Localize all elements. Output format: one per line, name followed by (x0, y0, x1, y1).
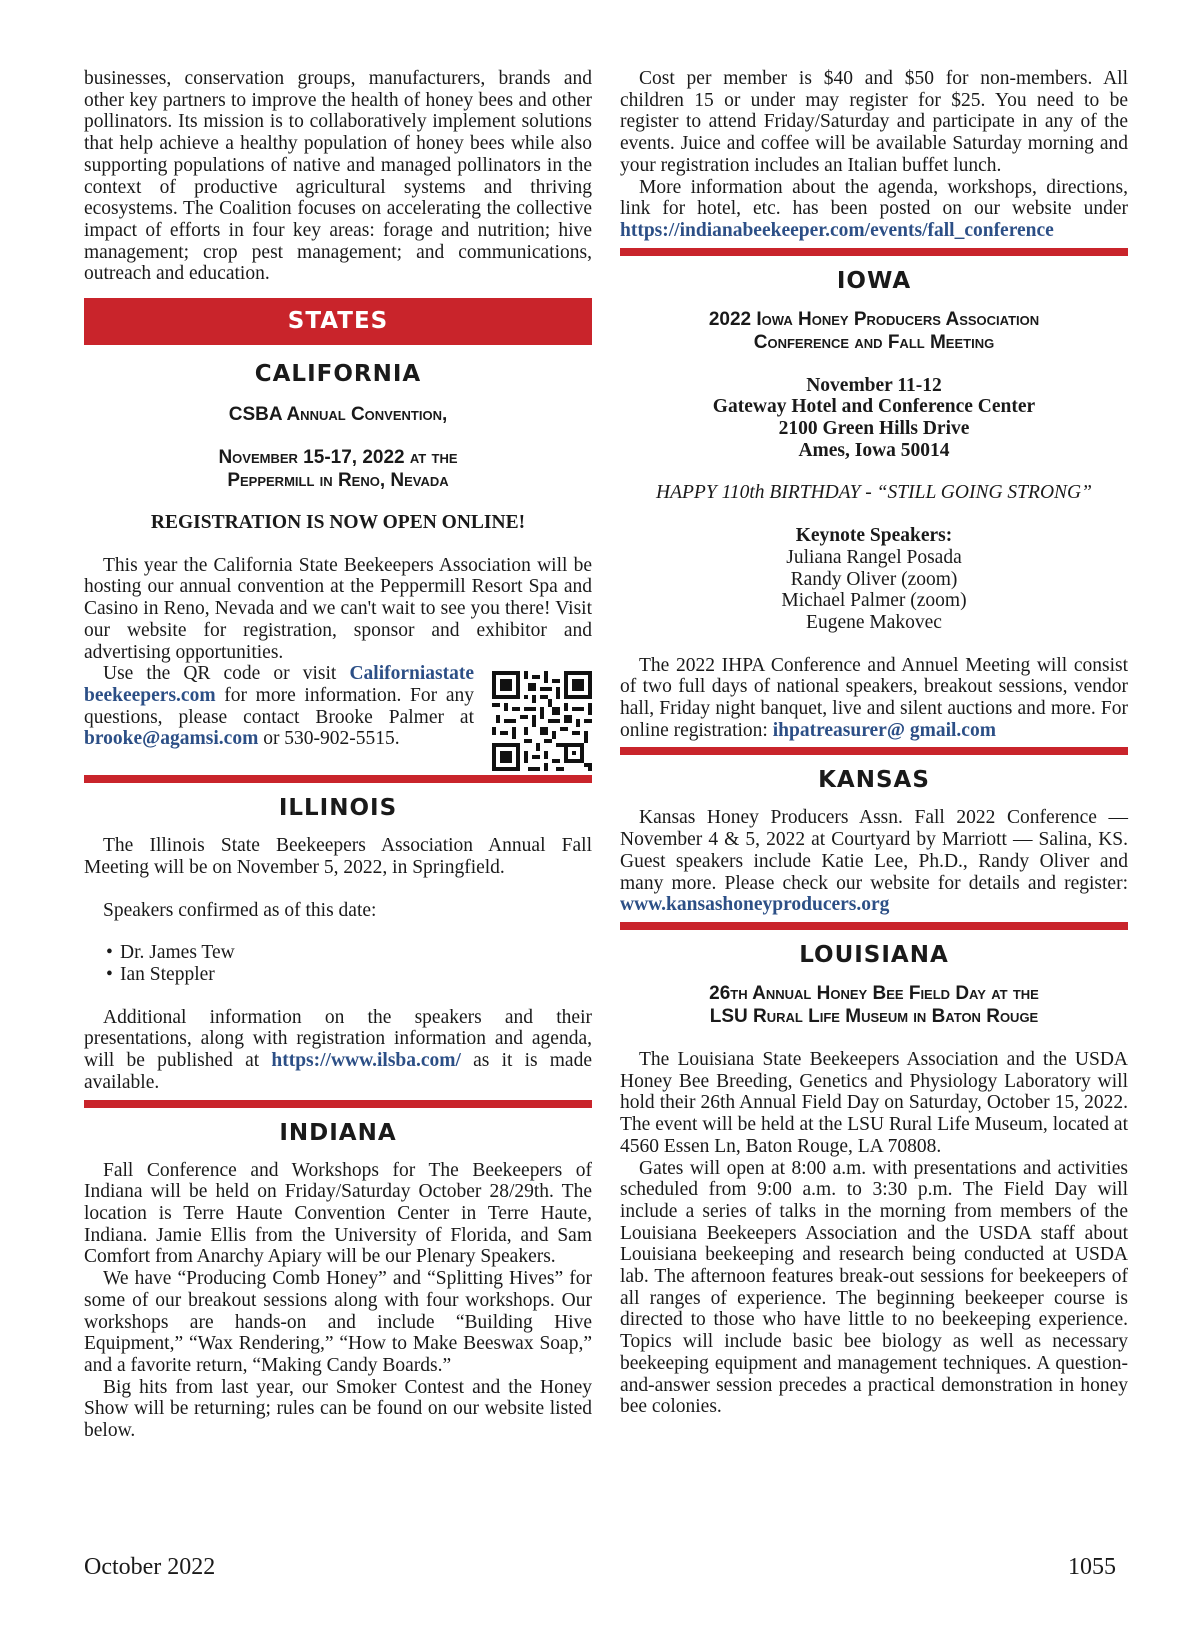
iowa-keynote-speaker: Randy Oliver (zoom) (790, 568, 958, 590)
indiana-continued-section (620, 68, 1128, 242)
iowa-keynote-title: Keynote Speakers: (795, 525, 953, 547)
illinois-website-link[interactable]: https://www.ilsba.com/ (271, 1050, 461, 1072)
indiana-cost-paragraph: Cost per member is $40 and $50 for non-members. All children 15 or under may register for $25. You need to be register to attend Friday/Saturday and participate in any of the events. Juice and coffee will be available Saturday morning and your registration includes an Italian buffet lunch. (620, 68, 1128, 176)
iowa-venue: Gateway Hotel and Conference Center (712, 396, 1036, 418)
iowa-keynote-speaker: Michael Palmer (zoom) (781, 590, 967, 612)
iowa-section (620, 266, 1128, 742)
iowa-keynote-speaker: Eugene Makovec (806, 611, 942, 633)
indiana-more-info-text: More information about the agenda, workshops, directions, link for hotel, etc. has been posted on our website under (620, 176, 1128, 220)
kansas-website-link[interactable]: www.kansashoneyproducers.org (620, 894, 890, 916)
section-divider (620, 922, 1128, 930)
iowa-event-title-line1: 2022 Iowa Honey Producers Association (708, 308, 1040, 330)
illinois-info-text-a: Additional information on the speakers and their presentations, along with registration information and agenda, will be published at (84, 1006, 592, 1072)
list-item: • Ian Steppler (124, 964, 592, 986)
states-banner: STATES (84, 298, 592, 345)
csba-event-title: CSBA Annual Convention, (228, 404, 448, 426)
csba-contact-paragraph (84, 663, 592, 750)
csba-contact-text-a: Use the QR code or visit (103, 663, 350, 685)
iowa-street: 2100 Green Hills Drive (778, 418, 970, 440)
coalition-intro-paragraph: businesses, conservation groups, manufacturers, brands and other key partners to improve the health of honey bees and other pollinators. Its mission is to collaboratively implement solutions that help achieve a healthy population of honey bees while also supporting populations of native and managed pollinators in the context of productive agricultural systems and thriving ecosystems. The Coalition focuses on accelerating the collective impact of efforts in four key areas: forage and nutrition; hive management; crop pest management; and communications, outreach and education. (84, 68, 592, 285)
iowa-tagline: HAPPY 110th BIRTHDAY - “STILL GOING STRONG” (656, 482, 1092, 504)
illinois-speakers-intro: Speakers confirmed as of this date: (103, 899, 377, 921)
csba-contact-text-b: for more information. For any questions, please contact Brooke Palmer at (84, 684, 474, 728)
indiana-paragraph-2: We have “Producing Comb Honey” and “Splitting Hives” for some of our breakout sessions along with four workshops. Our workshops are hands-on and include “Building Hive Equipment,” “Wax Rendering,” “How to Make Beeswax Soap,” and a favorite return, “Making Candy Boards.” (84, 1268, 592, 1376)
california-section (84, 359, 592, 750)
csba-email-link[interactable]: brooke@agamsi.com (84, 728, 259, 750)
louisiana-paragraph-2: Gates will open at 8:00 a.m. with presentations and activities scheduled from 9:00 a.m. to 3:30 p.m. The Field Day will include a series of talks in the morning from members of the Louisiana Beekeepers Association and the USDA staff about Louisiana beekeeping and research being conducted at USDA lab. The afternoon features break-out sessions for beekeepers of all ranges of experience. The beginning beekeeper course is directed to those who have little to no beekeeping experience. Topics will include basic bee biology as well as necessary beekeeping equipment and management techniques. A question-and-answer session precedes a practical demonstration in honey bee colonies. (620, 1157, 1128, 1418)
iowa-paragraph-text: The 2022 IHPA Conference and Annuel Meeting will consist of two full days of national speakers, breakout sessions, vendor hall, Friday night banquet, live and silent auctions and more. For online registration: (620, 654, 1128, 741)
iowa-event-title-line2: Conference and Fall Meeting (753, 331, 995, 353)
kansas-heading: KANSAS (818, 767, 930, 794)
iowa-email-link[interactable]: ihpatreasurer@ gmail.com (772, 719, 996, 741)
footer-month: October 2022 (84, 1554, 216, 1580)
kansas-paragraph (620, 807, 1128, 916)
iowa-heading: IOWA (836, 267, 912, 294)
indiana-paragraph-3: Big hits from last year, our Smoker Contest and the Honey Show will be returning; rules can be found on our website listed below. (84, 1376, 592, 1442)
illinois-heading: ILLINOIS (278, 795, 398, 822)
louisiana-event-title-line2: LSU Rural Life Museum in Baton Rouge (709, 1005, 1039, 1027)
csba-venue-line: Peppermill in Reno, Nevada (227, 470, 449, 492)
section-divider (84, 1100, 592, 1108)
iowa-date: November 11-12 (806, 374, 942, 396)
iowa-keynote-speaker: Juliana Rangel Posada (786, 546, 962, 568)
qr-code-icon[interactable] (492, 671, 592, 771)
louisiana-section (620, 940, 1128, 1418)
louisiana-heading: LOUISIANA (799, 941, 949, 968)
illinois-paragraph: The Illinois State Beekeepers Association Annual Fall Meeting will be on November 5, 2022, in Springfield. (84, 835, 592, 878)
iowa-city: Ames, Iowa 50014 (798, 439, 950, 461)
right-column (620, 68, 1128, 1418)
section-divider (620, 248, 1128, 256)
csba-contact-text-c: or 530-902-5515. (258, 728, 400, 750)
csba-website-link[interactable]: Californiastate beekeepers.com (84, 663, 474, 706)
section-divider (620, 747, 1128, 755)
footer-page-number: 1055 (1068, 1554, 1116, 1580)
csba-registration-notice: REGISTRATION IS NOW OPEN ONLINE! (150, 512, 526, 534)
section-divider (84, 775, 592, 783)
louisiana-event-title-line1: 26th Annual Honey Bee Field Day at the (709, 982, 1039, 1004)
illinois-section (84, 793, 592, 1093)
indiana-section (84, 1118, 592, 1442)
iowa-paragraph (620, 655, 1128, 742)
list-item: • Dr. James Tew (124, 942, 592, 964)
csba-paragraph: This year the California State Beekeepers Association will be hosting our annual convention at the Peppermill Resort Spa and Casino in Reno, Nevada and we can't wait to see you there! Visit our website for registration, sponsor and exhibitor and advertising opportunities. (84, 554, 592, 663)
illinois-info-paragraph (84, 1007, 592, 1094)
indiana-conference-link[interactable]: https://indianabeekeeper.com/events/fall_conference (620, 219, 1054, 241)
indiana-paragraph-1: Fall Conference and Workshops for The Beekeepers of Indiana will be held on Friday/Saturday October 28/29th. The location is Terre Haute Convention Center in Terre Haute, Indiana. Jamie Ellis from the University of Florida, and Sam Comfort from Anarchy Apiary will be our Plenary Speakers. (84, 1159, 592, 1268)
illinois-info-text-b: as it is made available. (84, 1050, 592, 1093)
indiana-heading: INDIANA (279, 1119, 397, 1146)
indiana-more-info-paragraph (620, 177, 1128, 242)
kansas-paragraph-text: Kansas Honey Producers Assn. Fall 2022 Conference — November 4 & 5, 2022 at Courtyard by Marriott — Salina, KS. Guest speakers include Katie Lee, Ph.D., Randy Oliver and many more. Please check our website for details and register: (620, 807, 1128, 894)
illinois-speakers-list (84, 942, 592, 985)
kansas-section (620, 765, 1128, 916)
csba-date-line: November 15-17, 2022 at the (218, 447, 458, 469)
california-heading: CALIFORNIA (254, 361, 422, 388)
louisiana-paragraph-1: The Louisiana State Beekeepers Association and the USDA Honey Bee Breeding, Genetics and Physiology Laboratory will hold their 26th Annual Field Day on Saturday, October 15, 2022. The event will be held at the LSU Rural Life Museum, located at 4560 Essen Ln, Baton Rouge, LA 70808. (620, 1048, 1128, 1157)
left-column (84, 68, 592, 1442)
